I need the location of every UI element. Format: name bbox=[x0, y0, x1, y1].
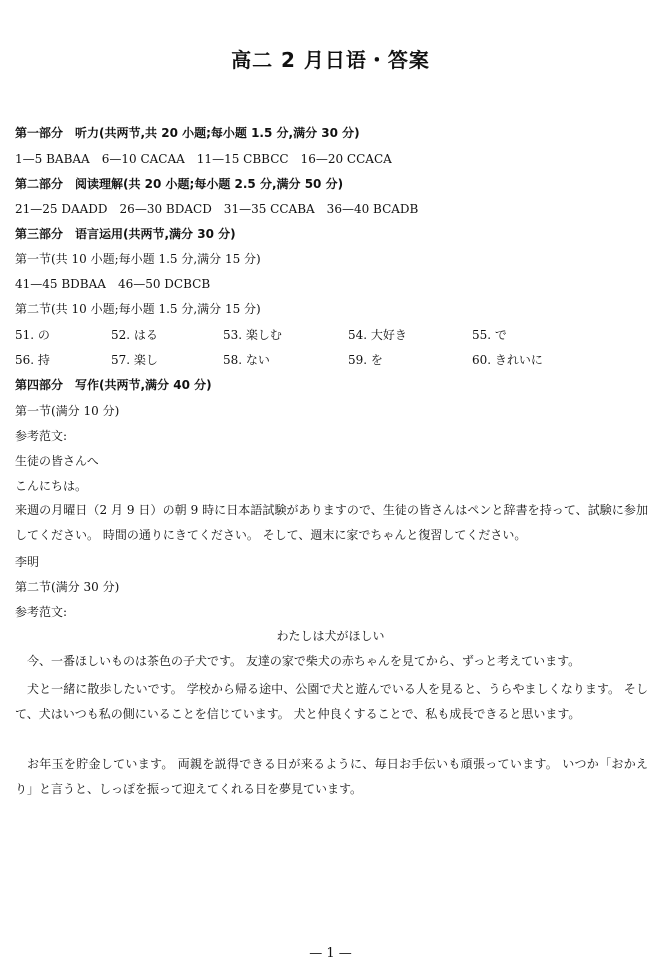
essay-paragraph-2: 犬と一緒に散歩したいです。 学校から帰る途中、公園で犬と遊んでいる人を見ると、うらやましくなります。 そして、犬はいつも私の側にいることを信じています。 犬と仲良くすることで、私も成長できると思います。 bbox=[15, 682, 648, 721]
answer-54: 54. 大好き bbox=[348, 328, 407, 342]
letter-body: 来週の月曜日（2 月 9 日）の朝 9 時に日本語試験がありますので、生徒の皆さんはペンと辞書を持って、試験に参加してください。 時間の通りにきてください。 そして、週末に家でちゃんと復習してください。 bbox=[15, 503, 648, 542]
part4-section2-heading: 第二节(满分 30 分) bbox=[15, 580, 120, 594]
reference-label-2: 参考范文: bbox=[15, 605, 68, 619]
part3-heading: 第三部分 语言运用(共两节,满分 30 分) bbox=[15, 227, 236, 241]
answer-60: 60. きれいに bbox=[472, 353, 543, 367]
answer-57: 57. 楽し bbox=[111, 353, 158, 367]
essay-paragraph-1: 今、一番ほしいものは茶色の子犬です。 友達の家で柴犬の赤ちゃんを見てから、ずっと考えています。 bbox=[27, 654, 581, 668]
page-title: 高二 2 月日语・答案 bbox=[231, 48, 430, 72]
answer-58: 58. ない bbox=[223, 353, 270, 367]
part4-heading: 第四部分 写作(共两节,满分 40 分) bbox=[15, 378, 212, 392]
part3-section1-heading: 第一节(共 10 小题;每小题 1.5 分,满分 15 分) bbox=[15, 252, 261, 266]
letter-greeting: こんにちは。 bbox=[15, 479, 88, 493]
answer-55: 55. で bbox=[472, 328, 507, 342]
page-number: — 1 — bbox=[309, 946, 352, 961]
part3-section2-heading: 第二节(共 10 小题;每小题 1.5 分,满分 15 分) bbox=[15, 302, 261, 316]
answer-59: 59. を bbox=[348, 353, 383, 367]
part1-heading: 第一部分 听力(共两节,共 20 小题;每小题 1.5 分,满分 30 分) bbox=[15, 126, 360, 140]
answer-56: 56. 持 bbox=[15, 353, 50, 367]
reference-label-1: 参考范文: bbox=[15, 429, 68, 443]
answer-52: 52. はる bbox=[111, 328, 158, 342]
letter-signature: 李明 bbox=[15, 555, 40, 569]
essay-title: わたしは犬がほしい bbox=[276, 629, 385, 643]
essay-paragraph-3: お年玉を貯金しています。 両親を説得できる日が来るように、毎日お手伝いも頑張っています。 いつか「おかえり」と言うと、しっぽを振って迎えてくれる日を夢見ています。 bbox=[15, 757, 648, 796]
part4-section1-heading: 第一节(满分 10 分) bbox=[15, 404, 120, 418]
letter-salutation: 生徒の皆さんへ bbox=[15, 454, 99, 468]
part3-section1-answers: 41—45 BDBAA 46—50 DCBCB bbox=[15, 277, 211, 291]
answer-53: 53. 楽しむ bbox=[223, 328, 282, 342]
answer-51: 51. の bbox=[15, 328, 50, 342]
part1-answers: 1—5 BABAA 6—10 CACAA 11—15 CBBCC 16—20 CCACA bbox=[15, 152, 392, 166]
part2-answers: 21—25 DAADD 26—30 BDACD 31—35 CCABA 36—40 BCADB bbox=[15, 202, 419, 216]
part2-heading: 第二部分 阅读理解(共 20 小题;每小题 2.5 分,满分 50 分) bbox=[15, 177, 344, 191]
